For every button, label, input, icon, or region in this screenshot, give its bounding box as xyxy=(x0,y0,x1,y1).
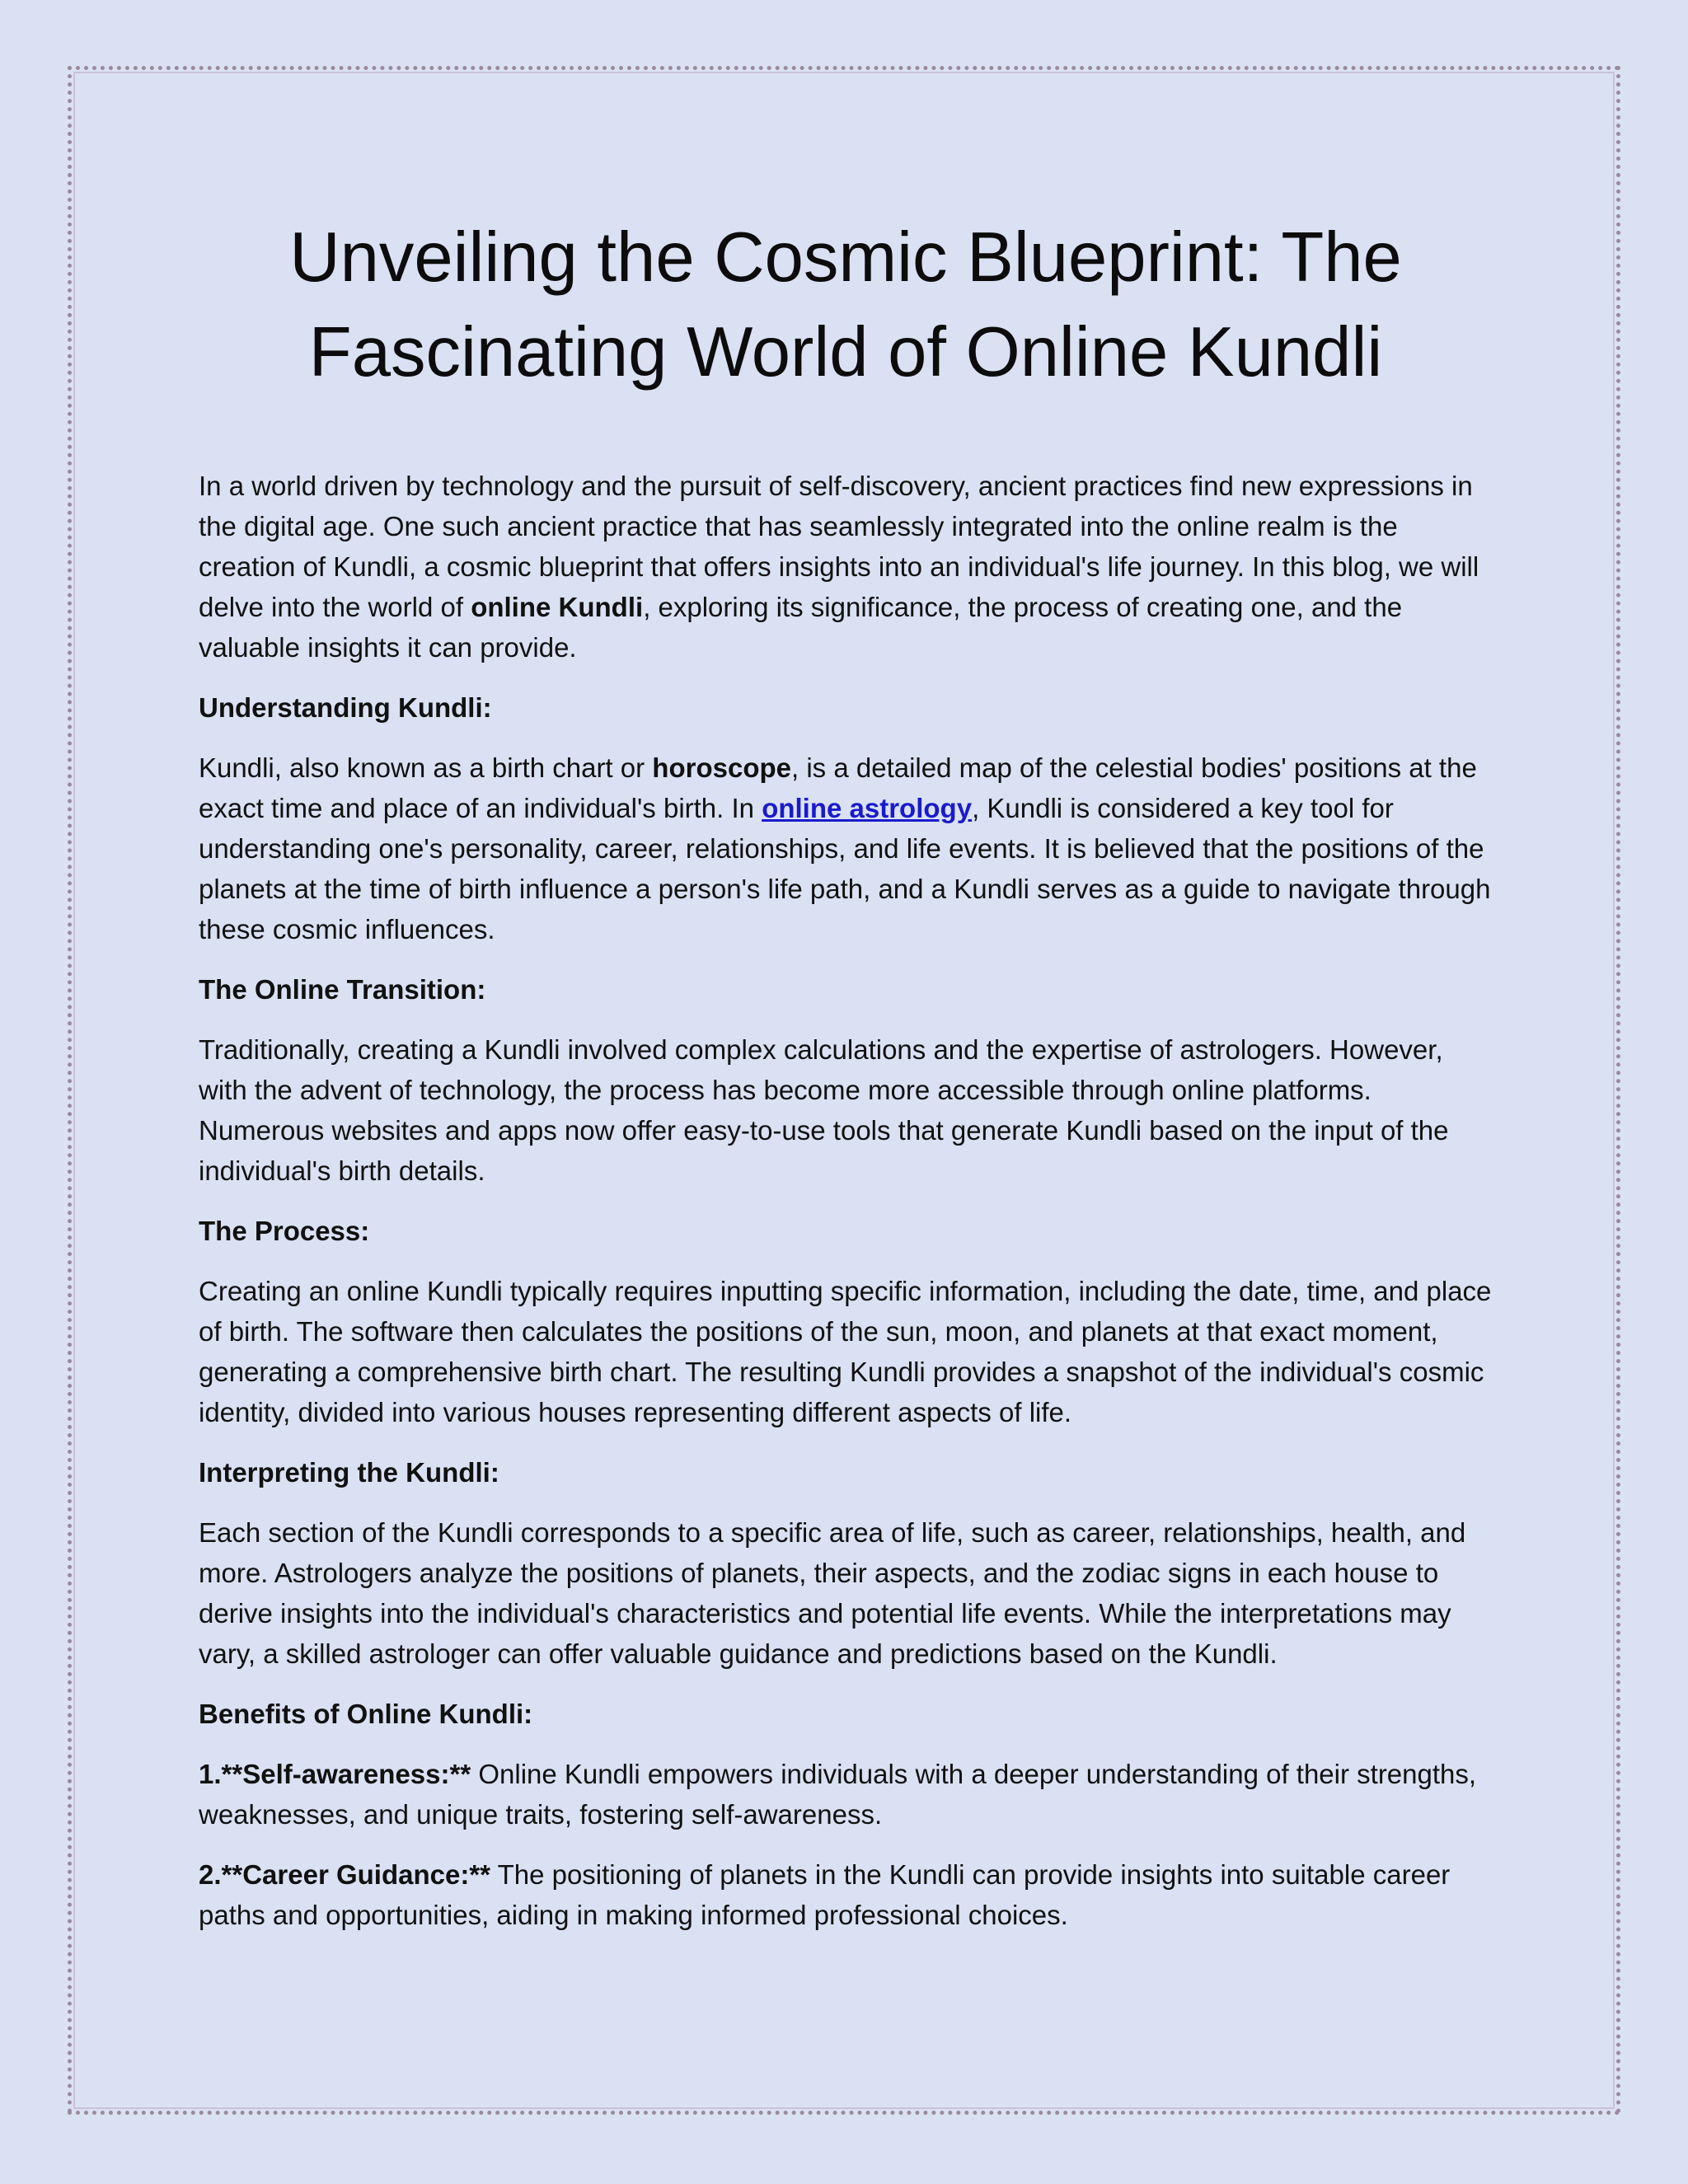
understanding-paragraph xyxy=(199,748,1493,949)
benefit-label: 1.**Self-awareness:** xyxy=(199,1759,471,1789)
section-heading-understanding: Understanding Kundli: xyxy=(199,692,492,723)
document-title: Unveiling the Cosmic Blueprint: The Fascinating World of Online Kundli xyxy=(289,218,1402,391)
interpreting-paragraph: Each section of the Kundli corresponds to a specific area of life, such as career, relationships, health, and more. Astrologers analyze the positions of planets, their aspects, and the zodiac signs in each house to derive insights into the individual's characteristics and potential life events. While the interpretations may vary, a skilled astrologer can offer valuable guidance and predictions based on the Kundli. xyxy=(199,1517,1466,1669)
process-paragraph: Creating an online Kundli typically requires inputting specific information, including the date, time, and place of birth. The software then calculates the positions of the sun, moon, and planets at that exact moment, generating a comprehensive birth chart. The resulting Kundli provides a snapshot of the individual's cosmic identity, divided into various houses representing different aspects of life. xyxy=(199,1276,1492,1427)
benefit-item xyxy=(199,1754,1493,1835)
understanding-text-2: , is a detailed map of the celestial bodies' positions at the exact time and place of an individual's birth. In xyxy=(199,752,1477,823)
understanding-text-1: Kundli, also known as a birth chart or xyxy=(199,752,653,783)
benefit-item xyxy=(199,1854,1493,1935)
intro-text-start: In a world driven by technology and the pursuit of self-discovery, ancient practices find new expressions in the digital age. One such ancient practice that has seamlessly integrated into the online realm is the creation of Kundli, a cosmic blueprint that offers insights into an individual's life journey. In this blog, we will delve into the world of xyxy=(199,471,1479,622)
section-heading-interpreting: Interpreting the Kundli: xyxy=(199,1457,499,1488)
section-heading-transition: The Online Transition: xyxy=(199,974,486,1005)
transition-paragraph: Traditionally, creating a Kundli involved complex calculations and the expertise of astrologers. However, with the advent of technology, the process has become more accessible through online platforms. Numerous websites and apps now offer easy-to-use tools that generate Kundli based on the input of the individual's birth details. xyxy=(199,1034,1449,1186)
section-heading-process: The Process: xyxy=(199,1216,370,1246)
understanding-text-3: , Kundli is considered a key tool for understanding one's personality, career, relationships, and life events. It is believed that the positions of the planets at the time of birth influence a person's life path, and a Kundli serves as a guide to navigate through these cosmic influences. xyxy=(199,793,1491,944)
horoscope-bold-term: horoscope xyxy=(652,752,791,783)
intro-text-end: , exploring its significance, the process of creating one, and the valuable insights it can provide. xyxy=(199,592,1403,663)
intro-bold-term: online Kundli xyxy=(471,592,644,622)
online-astrology-link[interactable]: online astrology xyxy=(762,793,973,823)
benefit-text: Online Kundli empowers individuals with a deeper understanding of their strengths, weaknesses, and unique traits, fostering self-awareness. xyxy=(199,1759,1477,1830)
benefit-text: The positioning of planets in the Kundli can provide insights into suitable career paths and opportunities, aiding in making informed professional choices. xyxy=(199,1859,1451,1930)
intro-paragraph xyxy=(199,466,1493,668)
section-heading-benefits: Benefits of Online Kundli: xyxy=(199,1699,533,1729)
document-content xyxy=(199,210,1493,1955)
benefit-label: 2.**Career Guidance:** xyxy=(199,1859,490,1890)
